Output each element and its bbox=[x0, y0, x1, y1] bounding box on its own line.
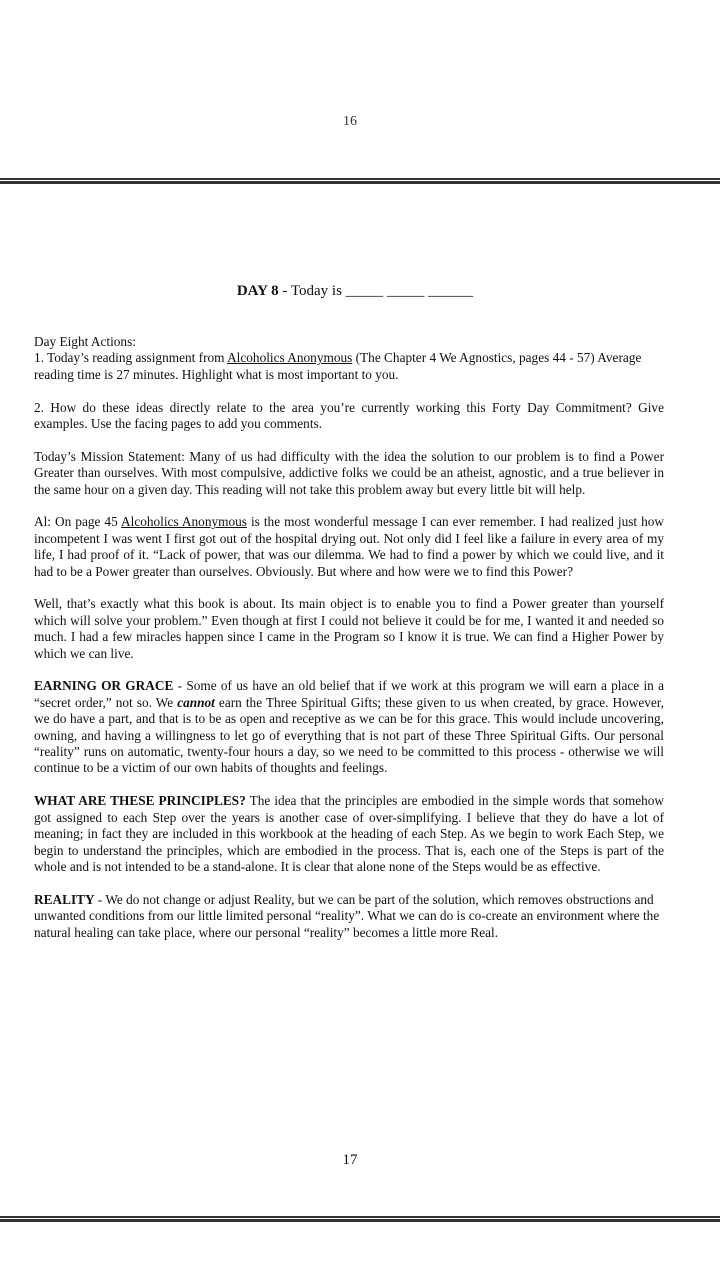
actions-heading: Day Eight Actions: bbox=[34, 334, 136, 349]
today-is-blank: - Today is _____ _____ ______ bbox=[278, 283, 474, 299]
page-divider-top bbox=[0, 178, 720, 184]
page-title bbox=[46, 283, 664, 300]
day-label: DAY 8 bbox=[236, 283, 279, 299]
page-number: 17 bbox=[342, 1152, 358, 1168]
al-paragraph: Al: On page 45 Alcoholics Anonymous is the most wonderful message I can ever remember. I had realized just how incompetent I was went I first got out of the hospital drying out. Not only did I feel like a failure in every area of my life, I had proof of it. “Lack of power, that was our dilemma. We had to find a power by which we could live, and it had to be a Power greater than ourselves. Obviously. But where and how were we to find this Power? bbox=[34, 514, 665, 579]
reality-paragraph: REALITY - We do not change or adjust Reality, but we can be part of the solution, which removes obstructions and unwanted conditions from our little limited personal “reality”. What we can do is co-create an environment where the natural healing can take place, where our personal “reality” becomes a little more Real. bbox=[34, 891, 660, 940]
emphasis-cannot: cannot bbox=[177, 694, 215, 710]
page-divider-bottom bbox=[0, 1216, 720, 1222]
page-body bbox=[34, 334, 664, 957]
earning-paragraph: EARNING OR GRACE - Some of us have an old belief that if we work at this program we will earn a place in a “secret order,” not so. We cannot earn the Three Spiritual Gifts; these given to us when created, by grace. However, we do have a part, and that is to be as open and receptive as we can be for this grace. This would include uncovering, owning, and having a willingness to let go of everything that is not part of these Three Spiritual Gifts. Our personal “reality” runs on automatic, twenty-four hours a day, so we need to be committed to this process - otherwise we will continue to be a victim of our own habits of thoughts and feelings. bbox=[34, 678, 664, 776]
page-header bbox=[34, 283, 664, 300]
mission-statement: Today’s Mission Statement: Many of us had difficulty with the idea the solution to our problem is to find a Power Greater than ourselves. With most compulsive, addictive folks we could be an atheist, agnostic, and a true believer in the same hour on a given day. This reading will not take this problem away but every little bit will help. bbox=[34, 448, 664, 497]
action-item-2: 2. How do these ideas directly relate to the area you’re currently working this Forty Day Commitment? Give examples. Use the facing pages to add you comments. bbox=[34, 399, 664, 432]
book-title: Alcoholics Anonymous bbox=[227, 350, 353, 366]
previous-page-number: 16 bbox=[343, 114, 357, 129]
action-item-1-prefix: 1. Today’s reading assignment from bbox=[34, 350, 228, 366]
book-title: Alcoholics Anonymous bbox=[121, 514, 247, 530]
reality-heading: REALITY bbox=[34, 891, 95, 907]
actions-block bbox=[34, 334, 664, 383]
principles-heading: WHAT ARE THESE PRINCIPLES? bbox=[34, 793, 246, 809]
earning-heading: EARNING OR GRACE bbox=[34, 678, 174, 694]
well-paragraph: Well, that’s exactly what this book is about. Its main object is to enable you to find a Power greater than yourself which will solve your problem.” Even though at first I could not believe it could be for me, I wanted it and needed so much. I had a few miracles happen since I came in the Program so I know it is true. We can find a Higher Power by which we can live. bbox=[34, 596, 664, 661]
principles-paragraph: WHAT ARE THESE PRINCIPLES? The idea that the principles are embodied in the simple words that somehow got assigned to each Step over the years is another case of over-simplifying. I believe that they do have a lot of meaning; in fact they are included in this workbook at the heading of each Step. As we begin to work Each Step, we begin to understand the principles, which are embodied in the process. That is, each one of the Steps is part of the whole and is not intended to be a stand-alone. It is clear that alone none of the Steps would be as effective. bbox=[34, 793, 665, 874]
action-item-1-suffix: (The Chapter 4 We Agnostics, pages 44 - 57) Average reading time is 27 minutes. Highlight what is most important to you. bbox=[34, 350, 642, 382]
